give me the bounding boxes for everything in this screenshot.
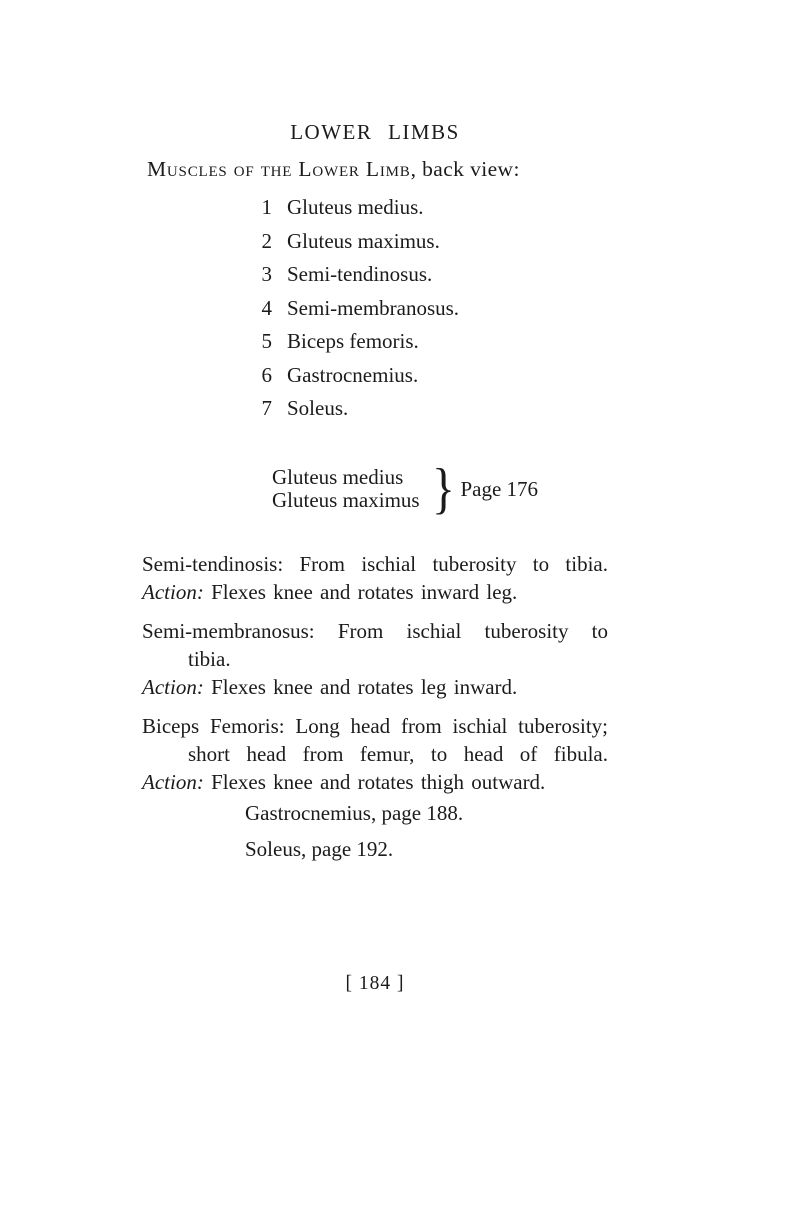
list-item-label: Gluteus maximus. [287, 228, 440, 253]
page-references [245, 795, 463, 867]
list-item-label: Gluteus medius. [287, 195, 424, 219]
entry-semi-membranosus [142, 617, 608, 701]
entry-biceps-femoris [142, 712, 608, 796]
list-item-label: Semi-membranosus. [287, 295, 460, 320]
page-reference: Page 176 [460, 476, 539, 501]
entry-action-line [142, 578, 608, 606]
list-item-number: 7 [261, 396, 272, 420]
entry-line: Semi-tendinosis: From ischial tuberosity to tibia. [142, 552, 608, 576]
list-item-number: 1 [261, 195, 272, 219]
action-text: Flexes knee and rotates leg inward. [203, 675, 518, 699]
list-item-label: Soleus. [287, 396, 349, 420]
subtitle-smallcaps: Muscles of the Lower Limb [147, 157, 411, 181]
muscle-descriptions [142, 550, 608, 796]
action-label: Action: [142, 580, 204, 604]
entry-action-line [142, 768, 608, 796]
list-item-number: 3 [261, 262, 272, 286]
list-item [230, 392, 459, 426]
brace-cross-reference [272, 458, 539, 520]
list-item [230, 191, 459, 225]
entry-line: Biceps Femoris: Long head from ischial tuberosity; [142, 714, 608, 738]
list-item-number: 2 [261, 228, 272, 253]
list-item [230, 258, 459, 292]
list-item [230, 325, 459, 359]
action-label: Action: [142, 770, 204, 794]
brace-names [272, 466, 420, 512]
entry-semi-tendinosis [142, 550, 608, 606]
section-subtitle [147, 154, 520, 184]
action-text: Flexes knee and rotates thigh outward. [203, 770, 546, 794]
entry-line: tibia. [188, 647, 231, 671]
list-item [230, 359, 459, 393]
brace-name-line: Gluteus maximus [272, 488, 420, 512]
entry-line: short head from femur, to head of fibula. [188, 742, 608, 766]
list-item-label: Biceps femoris. [287, 329, 419, 353]
action-label: Action: [142, 675, 204, 699]
action-text: Flexes knee and rotates inward leg. [203, 580, 518, 604]
gastrocnemius-reference: Gastrocnemius, page 188. [245, 801, 464, 825]
folio-page-number: [ 184 ] [345, 973, 405, 994]
list-item [230, 292, 459, 326]
list-item-number: 6 [261, 362, 272, 387]
muscle-list [230, 191, 459, 426]
brace-name-line: Gluteus medius [272, 465, 404, 489]
soleus-reference: Soleus, page 192. [245, 837, 394, 861]
page-title: LOWER LIMBS [290, 120, 460, 144]
list-item-number: 5 [261, 329, 272, 353]
list-item-label: Gastrocnemius. [287, 362, 419, 387]
entry-line: Semi-membranosus: From ischial tuberosity to [142, 619, 608, 643]
entry-action-line [142, 673, 608, 701]
subtitle-rest: , back view: [410, 157, 520, 181]
list-item-label: Semi-tendinosus. [287, 262, 433, 286]
list-item [230, 225, 459, 259]
list-item-number: 4 [261, 295, 272, 320]
right-brace-icon: } [431, 458, 455, 520]
